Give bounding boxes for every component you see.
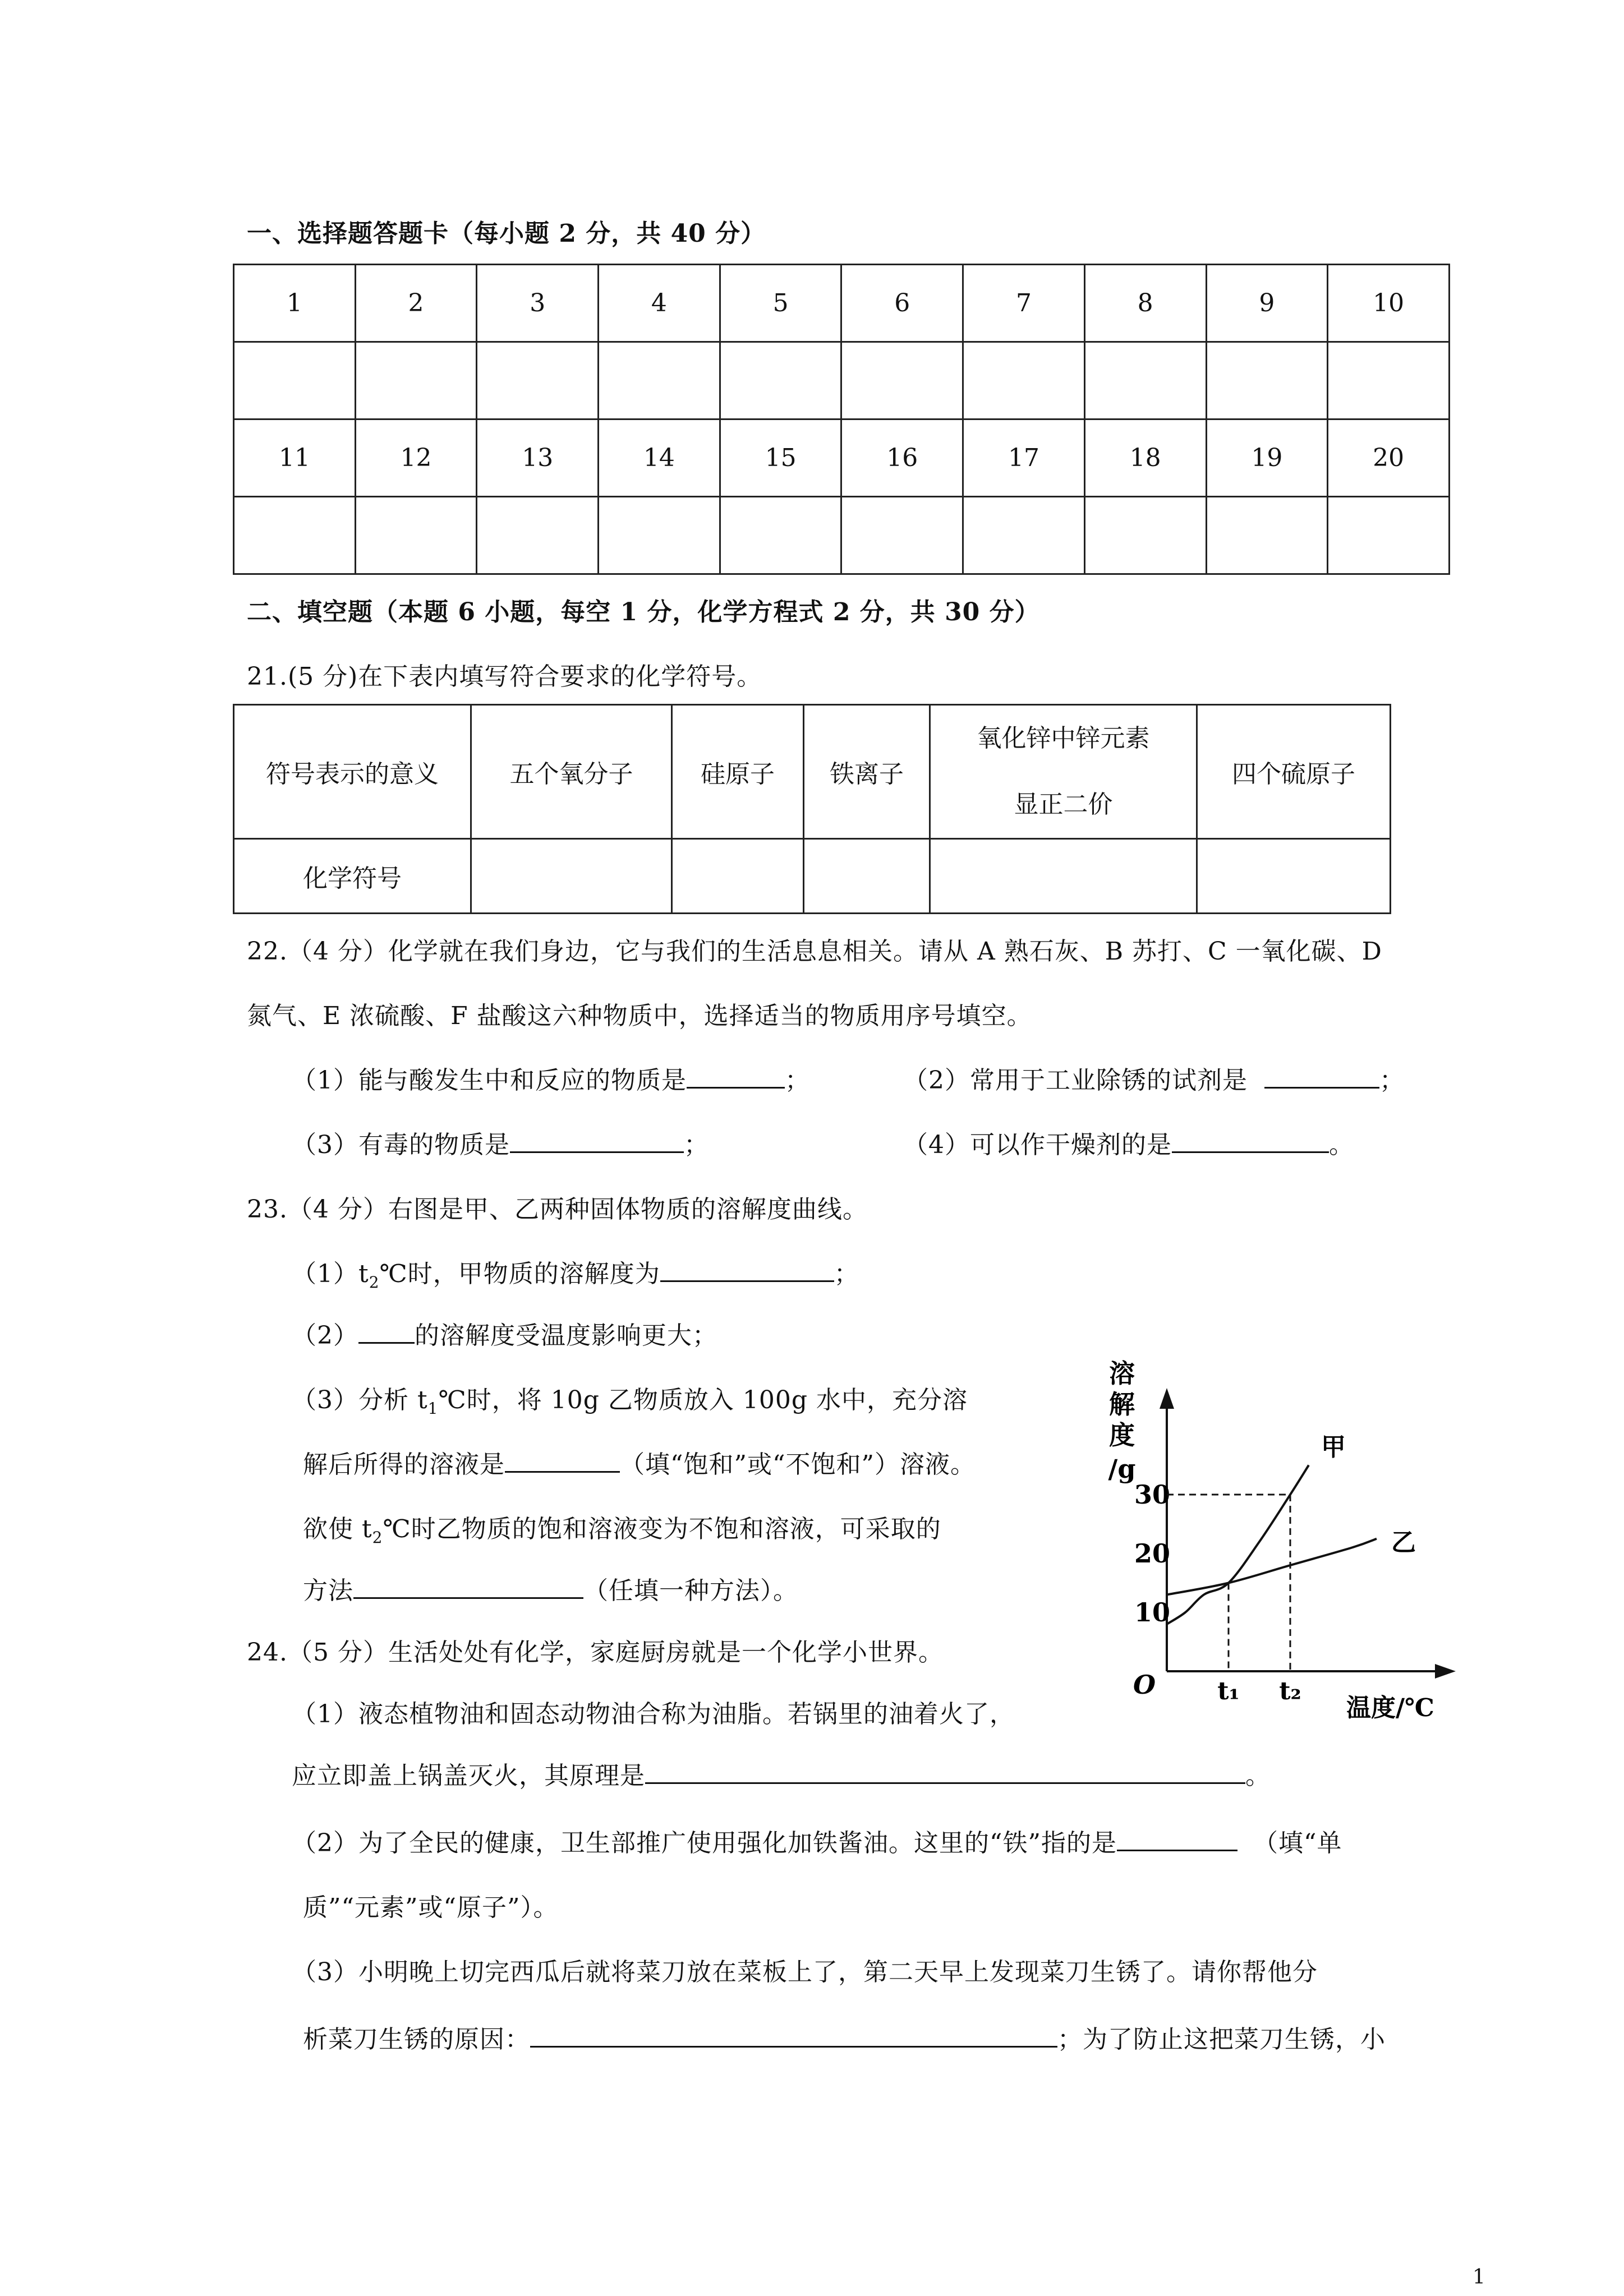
answer-cell[interactable] [963, 497, 1085, 574]
series-jia-line [1167, 1465, 1309, 1625]
answer-cell[interactable] [234, 497, 356, 574]
cell-q9: 9 [1206, 265, 1328, 342]
y-axis-arrow-icon [1160, 1388, 1174, 1409]
answer-cell[interactable] [720, 497, 841, 574]
cell-q18: 18 [1084, 419, 1206, 497]
cell-q13: 13 [477, 419, 599, 497]
cell-q8: 8 [1084, 265, 1206, 342]
answer-cell[interactable] [355, 342, 477, 419]
answer-card-table [233, 264, 1450, 575]
origin-label: O [1133, 1670, 1156, 1700]
series-yi-label: 乙 [1391, 1528, 1416, 1557]
answer-cell[interactable] [1206, 342, 1328, 419]
q24-part3-line2: 析菜刀生锈的原因： ；为了防止这把菜刀生锈，小 [303, 2025, 1386, 2054]
cell-q20: 20 [1328, 419, 1450, 497]
cell-q2: 2 [355, 265, 477, 342]
q22-part3: （3）有毒的物质是 ； [292, 1131, 709, 1159]
answer-cell[interactable] [1197, 839, 1391, 914]
answer-cell[interactable] [471, 839, 672, 914]
cell-q10: 10 [1328, 265, 1450, 342]
cell-q12: 12 [355, 419, 477, 497]
series-jia-label: 甲 [1321, 1433, 1346, 1461]
section1-title: 一、选择题答题卡（每小题 2 分，共 40 分） [247, 219, 766, 248]
answer-cell[interactable] [1328, 342, 1450, 419]
x-tick-t2: t₂ [1279, 1677, 1301, 1705]
answer-cell[interactable] [672, 839, 804, 914]
cell-q17: 17 [963, 419, 1085, 497]
q24-part1-line2: 应立即盖上锅盖灭火，其原理是 。 [292, 1762, 1271, 1790]
q24-stem: 24.（5 分）生活处处有化学，家庭厨房就是一个化学小世界。 [247, 1638, 944, 1667]
q22-part1: （1）能与酸发生中和反应的物质是 ； [292, 1066, 810, 1095]
q21-header-four-sulfur: 四个硫原子 [1197, 705, 1391, 839]
answer-cell[interactable] [599, 497, 720, 574]
answer-blank[interactable] [505, 1451, 620, 1473]
answer-cell[interactable] [1084, 342, 1206, 419]
q21-row-label: 化学符号 [234, 839, 471, 914]
cell-q3: 3 [477, 265, 599, 342]
section2-title: 二、填空题（本题 6 小题，每空 1 分，化学方程式 2 分，共 30 分） [247, 598, 1040, 626]
solubility-chart [1099, 1357, 1459, 1727]
q24-part3-line1: （3）小明晚上切完西瓜后就将菜刀放在菜板上了，第二天早上发现菜刀生锈了。请你帮他分 [292, 1958, 1318, 1986]
q23-part1: $(1)t_2℃$时，甲物质的溶解度为 ； [292, 1260, 859, 1292]
answer-blank[interactable] [645, 1762, 1245, 1784]
cell-q15: 15 [720, 419, 841, 497]
q22-part2: （2）常用于工业除锈的试剂是 ； [903, 1066, 1405, 1095]
q24-part2-line1: （2）为了全民的健康，卫生部推广使用强化加铁酱油。这里的“铁”指的是 （填“单 [292, 1829, 1342, 1857]
cell-q19: 19 [1206, 419, 1328, 497]
answer-blank[interactable] [1172, 1131, 1329, 1153]
answer-cell[interactable] [355, 497, 477, 574]
answer-blank[interactable] [510, 1131, 684, 1153]
cell-q6: 6 [841, 265, 963, 342]
q24-part1-line1: （1）液态植物油和固态动物油合称为油脂。若锅里的油着火了， [292, 1700, 1015, 1728]
x-tick-t1: t₁ [1217, 1677, 1240, 1705]
answer-cell[interactable] [841, 497, 963, 574]
cell-q7: 7 [963, 265, 1085, 342]
cell-q5: 5 [720, 265, 841, 342]
q24-part2-line2: 质”“元素”或“原子”）。 [303, 1893, 559, 1922]
x-axis-arrow-icon [1435, 1664, 1456, 1679]
q21-header-silicon: 硅原子 [672, 705, 804, 839]
answer-cell[interactable] [1328, 497, 1450, 574]
answer-blank[interactable] [358, 1322, 415, 1344]
q22-part4: （4）可以作干燥剂的是 。 [903, 1131, 1354, 1159]
q23-part2: （2） 的溶解度受温度影响更大； [292, 1321, 717, 1350]
answer-cell[interactable] [599, 342, 720, 419]
q23-part3-line2: 解后所得的溶液是 （填“饱和”或“不饱和”）溶液。 [303, 1450, 976, 1479]
answer-blank[interactable] [1117, 1829, 1237, 1851]
q21-table [233, 704, 1391, 914]
cell-q11: 11 [234, 419, 356, 497]
answer-cell[interactable] [841, 342, 963, 419]
y-axis-label-2: 解 [1109, 1389, 1135, 1419]
answer-cell[interactable] [804, 839, 930, 914]
answer-cell[interactable] [1084, 497, 1206, 574]
answer-blank[interactable] [687, 1067, 785, 1089]
answer-cell[interactable] [477, 497, 599, 574]
answer-cell[interactable] [1206, 497, 1328, 574]
q22-line1: 22.（4 分）化学就在我们身边，它与我们的生活息息相关。请从 A 熟石灰、B 苏打、C 一氧化碳、D [247, 937, 1382, 966]
q21-header-zinc-valence: 氧化锌中锌元素 显正二价 [930, 705, 1197, 839]
q21-header-iron-ion: 铁离子 [804, 705, 930, 839]
q23-part3-line4: 方法 （任填一种方法）。 [303, 1576, 798, 1605]
q23-stem: 23.（4 分）右图是甲、乙两种固体物质的溶解度曲线。 [247, 1195, 868, 1224]
q22-line2: 氮气、E 浓硫酸、F 盐酸这六种物质中，选择适当的物质用序号填空。 [247, 1002, 1032, 1030]
page-number: 1 [1473, 2266, 1486, 2289]
cell-q16: 16 [841, 419, 963, 497]
cell-q1: 1 [234, 265, 356, 342]
cell-q14: 14 [599, 419, 720, 497]
answer-cell[interactable] [477, 342, 599, 419]
y-axis-label-4: /g [1108, 1454, 1136, 1484]
y-tick-30: 30 [1134, 1479, 1171, 1510]
y-tick-10: 10 [1134, 1597, 1171, 1628]
y-axis-label-3: 度 [1109, 1420, 1135, 1450]
q21-header-meaning: 符号表示的意义 [234, 705, 471, 839]
answer-cell[interactable] [234, 342, 356, 419]
series-yi-line [1167, 1539, 1377, 1595]
y-tick-20: 20 [1134, 1538, 1171, 1569]
answer-blank[interactable] [530, 2026, 1057, 2048]
answer-cell[interactable] [930, 839, 1197, 914]
q21-stem: 21.(5 分)在下表内填写符合要求的化学符号。 [247, 662, 762, 691]
cell-q4: 4 [599, 265, 720, 342]
q23-part3-line1: （3）分析 $t_1℃$时，将 10g 乙物质放入 100g 水中，充分溶 [292, 1386, 968, 1418]
answer-blank[interactable] [353, 1577, 583, 1599]
y-axis-label-1: 溶 [1109, 1358, 1135, 1389]
answer-cell[interactable] [963, 342, 1085, 419]
q21-header-five-oxygen: 五个氧分子 [471, 705, 672, 839]
answer-blank[interactable] [1264, 1067, 1379, 1089]
answer-cell[interactable] [720, 342, 841, 419]
q23-part3-line3: 欲使 $t_2℃$时乙物质的饱和溶液变为不饱和溶液，可采取的 [303, 1515, 941, 1547]
answer-blank[interactable] [660, 1260, 834, 1282]
x-axis-label: 温度/℃ [1346, 1694, 1434, 1722]
